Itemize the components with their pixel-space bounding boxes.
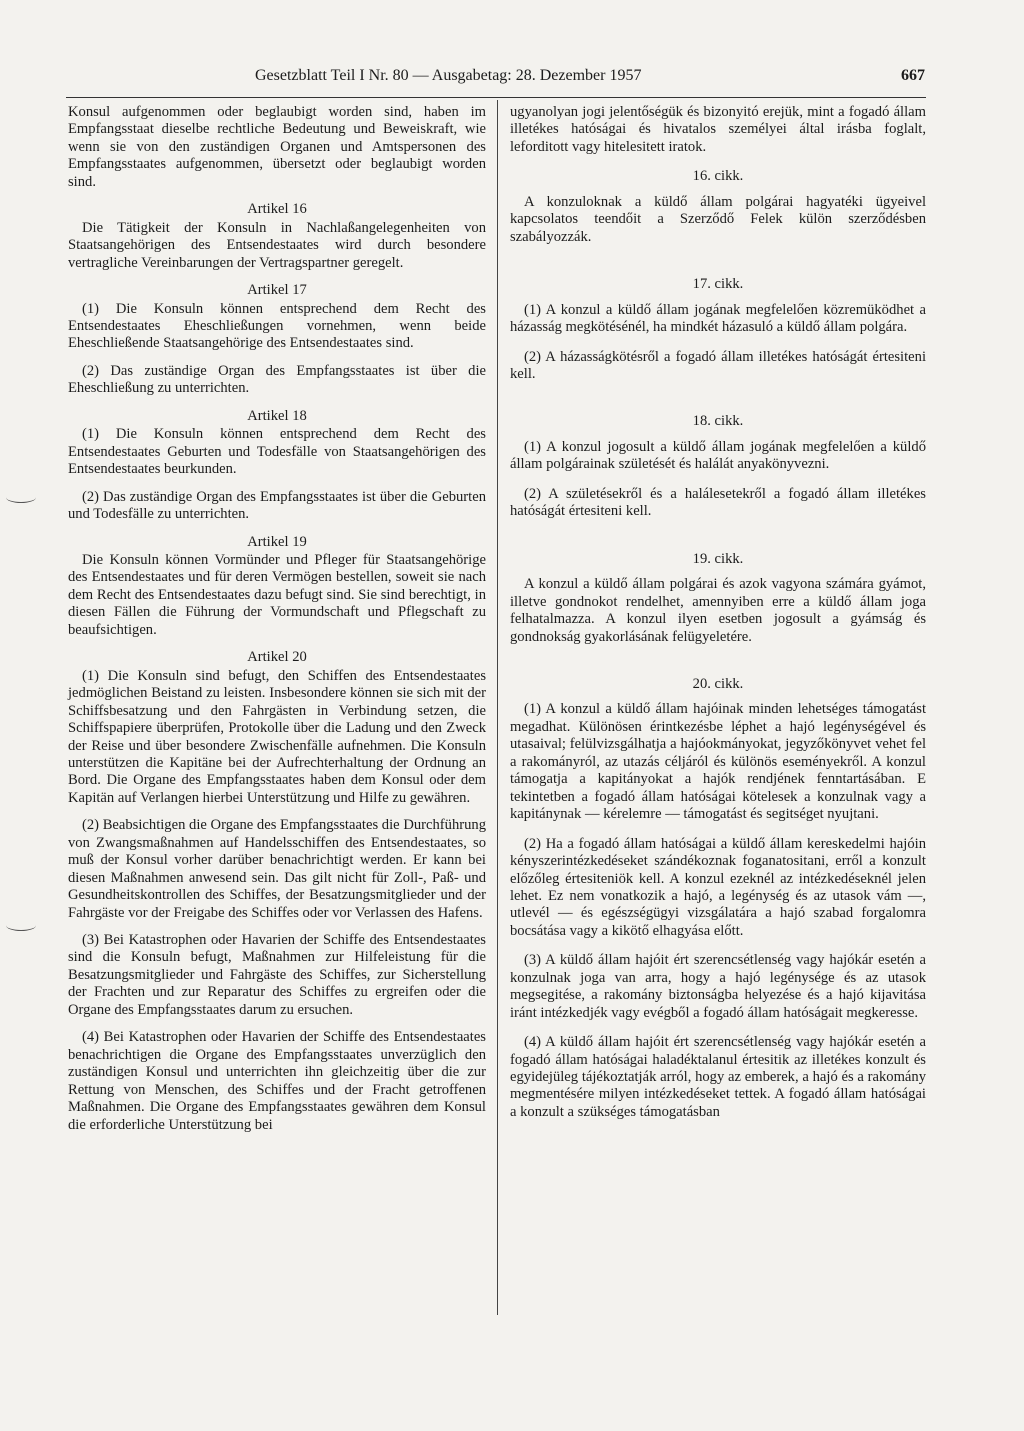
article-heading: 19. cikk.: [692, 550, 744, 567]
page-header: [255, 66, 925, 88]
article-heading: 20. cikk.: [692, 675, 744, 692]
paragraph: (2) A születésekről és a halálesetekről a fogadó állam illetékes hatóságát értesiteni kell.: [510, 485, 926, 520]
article-heading: 18. cikk.: [692, 413, 744, 430]
article-heading: Artikel 16: [247, 201, 307, 218]
paragraph: (2) Ha a fogadó állam hatóságai a küldő állam kereskedelmi hajóin kényszerintézkedéseket szándékoznak foganatositani, erről a konzult előzőleg értesiteniök kell. A konzul ezeknél az intézkedéseknél jelen lehet. Ez nem vonatkozik a hajó, a legénység és az utasok vám —, utlevél — és egészségügyi vizsgálatára a hajó szabad forgalomra bocsátása vagy a kikötő elhagyása előtt.: [510, 835, 926, 939]
paragraph: (3) Bei Katastrophen oder Havarien der Schiffe des Entsendestaates sind die Konsuln befugt, Maßnahmen zur Hilfeleistung für die Besatzungsmitglieder und Fahrgäste des Schiffes, zur Sicherstellung der Frachten und zur Reparatur des Schiffes zu ergreifen oder die Organe des Empfangsstaates darum zu ersuchen.: [68, 932, 486, 1018]
hungarian-column: [510, 104, 926, 1133]
paragraph: A konzuloknak a küldő állam polgárai hagyatéki ügyeivel kapcsolatos teendőit a Szerződő Felek külön szerződésben szabályozzák.: [510, 193, 926, 245]
paragraph: (4) Bei Katastrophen oder Havarien der Schiffe des Entsendestaates benachrichtigen die Organe des Empfangsstaates unverzüglich den zuständigen Konsul und unterrichten ihn gleichzeitig über die zur Rettung von Menschen, des Schiffes und der Fracht getroffenen Maßnahmen. Die Organe des Empfangsstaates gewähren dem Konsul die erforderliche Unterstützung bei: [68, 1029, 486, 1133]
paragraph: (1) A konzul a küldő állam hajóinak minden lehetséges támogatást megadhat. Különösen érintkezésbe léphet a hajó legénységével és utasaival; felülvizsgálhatja a hajóokmányokat, jegyzőkönyvet vehet fel a rakományról, az utazás céljáról és különös eseményekről. A konzul támogatja a kapitányokat a hajók rendjének fenntartásában. E tekintetben a fogadó állam hatóságai kötelesek a konzulnak vagy a kapitánynak — kérelemre — támogatást és segitséget nyujtani.: [510, 701, 926, 823]
german-column: [68, 104, 486, 1144]
gazette-title: Gesetzblatt Teil I Nr. 80 — Ausgabetag: 28. Dezember 1957: [255, 67, 642, 84]
paragraph: (2) A házasságkötésről a fogadó állam illetékes hatóságát értesiteni kell.: [510, 348, 926, 382]
paragraph: (1) Die Konsuln sind befugt, den Schiffen des Entsendestaates jedmöglichen Beistand zu leisten. Insbesondere können sie sich mit der Schiffsbesatzung und den Fahrgästen in Verbindung setzen, die Schiffspapiere überprüfen, Protokolle über die Ladung und den Zweck der Reise und über besondere Zwischenfälle aufnehmen. Die Konsuln unterstützen die Kapitäne bei der Aufrechterhaltung der Ordnung an Bord. Die Organe des Empfangsstaates haben dem Konsul oder dem Kapitän auf Verlangen hierbei Unterstützung und Hilfe zu gewähren.: [68, 667, 486, 806]
paragraph: (2) Beabsichtigen die Organe des Empfangsstaates die Durchführung von Zwangsmaßnahmen auf Handelsschiffen des Entsendestaates, so muß der Konsul vorher darüber benachrichtigt werden. Er kann bei diesen Maßnahmen anwesend sein. Das gilt nicht für Zoll-, Paß- und Gesundheitskontrollen des Schiffes, der Besatzungsmitglieder und der Fahrgäste vor der Freigabe des Schiffes oder vor Verlassen des Hafens.: [68, 817, 486, 921]
page-number: 667: [901, 67, 925, 84]
article-heading: Artikel 19: [247, 533, 307, 550]
article-heading: Artikel 18: [247, 407, 307, 424]
paragraph: (2) Das zuständige Organ des Empfangsstaates ist über die Eheschließung zu unterrichten.: [68, 362, 486, 397]
paragraph: Die Tätigkeit der Konsuln in Nachlaßangelegenheiten von Staatsangehörigen des Entsendestaates wird durch besondere vertragliche Vereinbarungen der Vertragspartner geregelt.: [68, 219, 486, 271]
column-divider: [497, 100, 498, 1315]
paragraph: (1) A konzul a küldő állam jogának megfelelően közremüködhet a házasság megkötésénél, ha mindkét házasuló a küldő állam polgára.: [510, 301, 926, 336]
paragraph: Konsul aufgenommen oder beglaubigt worden sind, haben im Empfangsstaat dieselbe rechtliche Bedeutung und Beweiskraft, wie wenn sie von den zuständigen Organen und Amtspersonen des Empfangsstaates aufgenommen, übersetzt oder beglaubigt worden sind.: [68, 104, 486, 190]
paragraph: (1) Die Konsuln können entsprechend dem Recht des Entsendestaates Geburten und Todesfälle von Staatsangehörigen des Entsendestaates beurkunden.: [68, 426, 486, 478]
paragraph: (3) A küldő állam hajóit ért szerencsétlenség vagy hajókár esetén a konzulnak joga van arra, hogy a hajó legénysége és az utasok megsegitése, a rakomány biztonságba helyezése és a hajó kijavitása iránt intézkedjék vagy evégből a fogadó állam hatóságait megkeresse.: [510, 952, 926, 1021]
paragraph: A konzul a küldő állam polgárai és azok vagyona számára gyámot, illetve gondnokot rendelhet, amennyiben erre a küldő állam joga felhatalmazza. A konzul ilyen esetben jogosult a gyámság és gondnokság gyakorlásának felügyeletére.: [510, 576, 926, 645]
paragraph: (2) Das zuständige Organ des Empfangsstaates ist über die Geburten und Todesfälle zu unterrichten.: [68, 488, 486, 523]
header-rule: [66, 97, 926, 98]
paragraph: (4) A küldő állam hajóit ért szerencsétlenség vagy hajókár esetén a fogadó állam hatóságai haladéktalanul értesitik az illetékes konzult és egyidejüleg tájékoztatják arról, hogy az emberek, a hajó és a rakomány megmentésére milyen intézkedéseket tettek. A fogadó állam hatóságai a konzult a szükséges támogatásban: [510, 1034, 926, 1120]
article-heading: 17. cikk.: [692, 276, 744, 293]
paragraph: (1) Die Konsuln können entsprechend dem Recht des Entsendestaates Eheschließungen vornehmen, wenn beide Eheschließende Staatsangehörige des Entsendestaates sind.: [68, 300, 486, 352]
paragraph: Die Konsuln können Vormünder und Pfleger für Staatsangehörige des Entsendestaates und für deren Vermögen bestellen, soweit sie nach dem Recht des Entsendestaates dazu befugt sind. Sie sind berechtigt, in diesen Fällen die Führung der Vormundschaft und Pflegschaft zu beaufsichtigen.: [68, 551, 486, 638]
article-heading: 16. cikk.: [692, 168, 744, 185]
paragraph: ugyanolyan jogi jelentőségük és bizonyitó erejük, mint a fogadó állam illetékes hatóságai és hivatalos személyei által irásba foglalt, leforditott vagy hitelesitett iratok.: [510, 104, 926, 155]
paragraph: (1) A konzul jogosult a küldő állam jogának megfelelően a küldő állam polgárainak születését és halálát anyakönyvezni.: [510, 438, 926, 473]
article-heading: Artikel 17: [247, 282, 307, 299]
margin-mark: [6, 492, 36, 503]
article-heading: Artikel 20: [247, 649, 307, 666]
margin-mark: [6, 920, 36, 931]
